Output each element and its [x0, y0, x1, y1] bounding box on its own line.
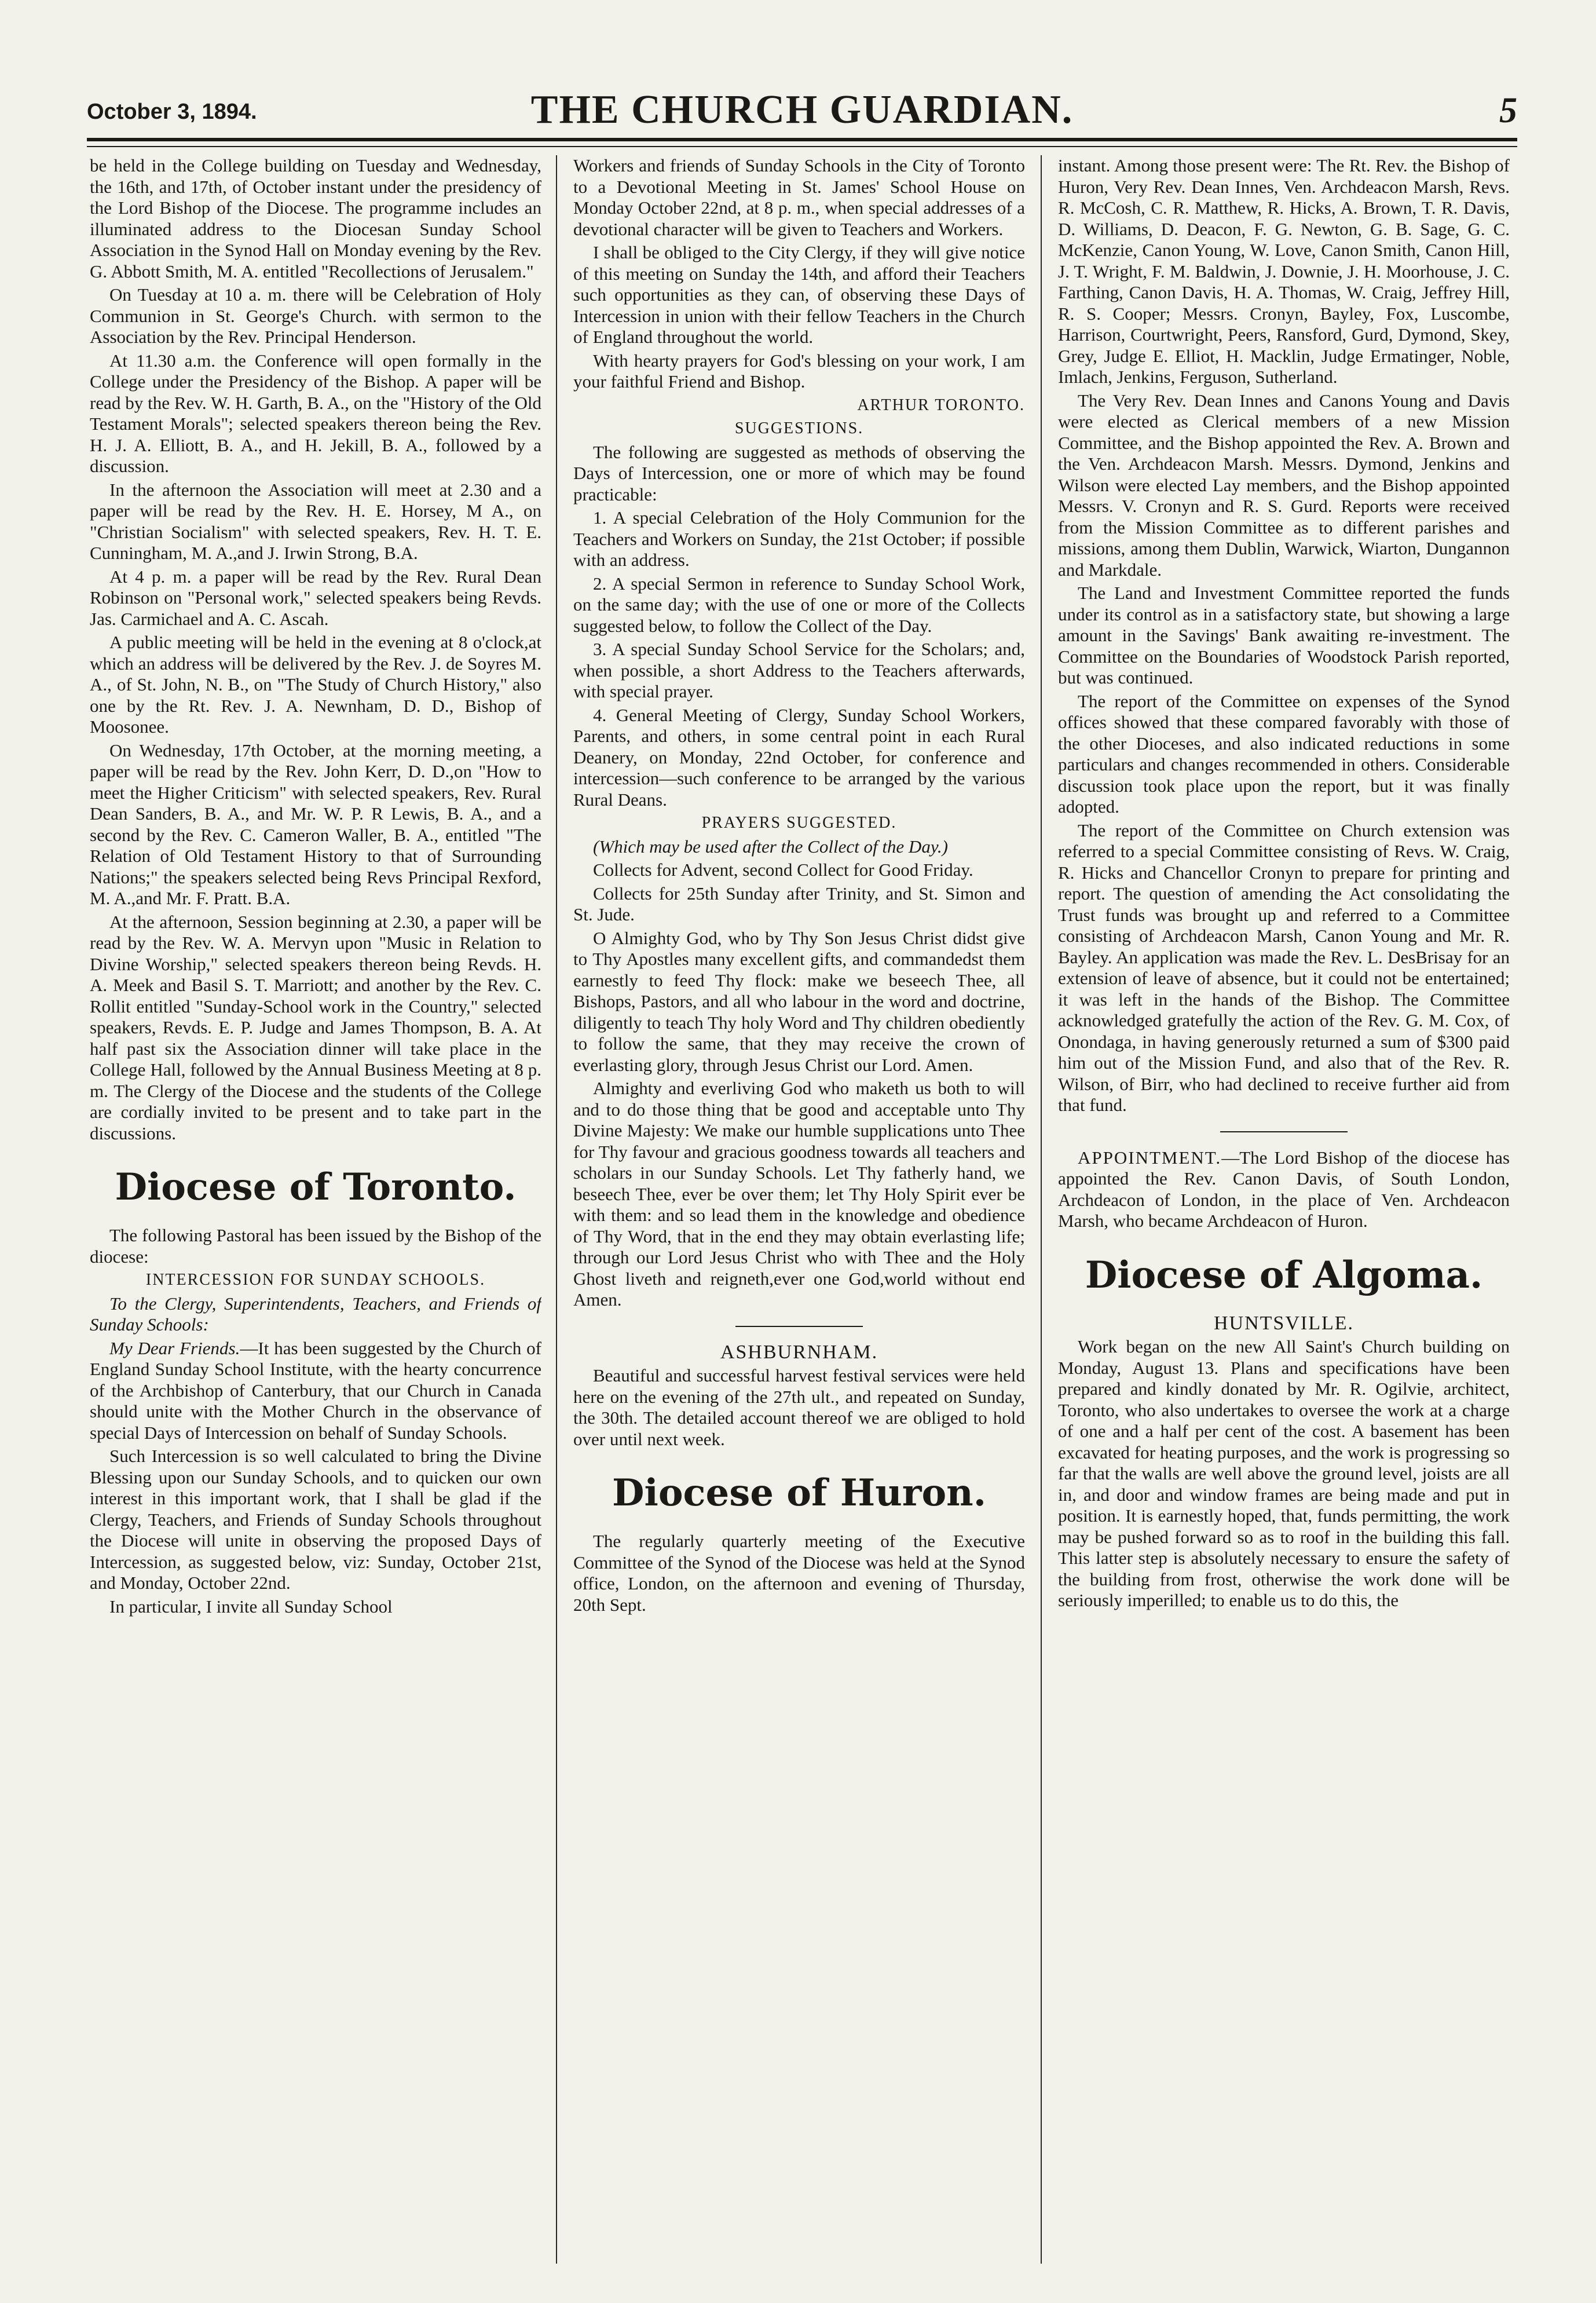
paragraph: The following Pastoral has been issued by the Bishop of the diocese:: [90, 1225, 541, 1267]
salutation: My Dear Friends.: [109, 1337, 240, 1358]
paragraph: 4. General Meeting of Clergy, Sunday School Workers, Parents, and others, in some central point in each Rural Deanery, on Monday, 22nd October, for conference and intercession—such conference to be arranged by the various Rural Deans.: [573, 704, 1025, 810]
column-3: [1058, 155, 1510, 2269]
paragraph: The Land and Investment Committee reported the funds under its control as in a satisfactory state, but showing a large amount in the Savings' Bank awaiting re-investment. The Committee on the Boundaries of Woodstock Parish reported, but was continued.: [1058, 583, 1510, 688]
paragraph: My Dear Friends.—It has been suggested by the Church of England Sunday School Institute, with the hearty concurrence of the Archbishop of Canterbury, that our Church in Canada should unite with the Mother Church in the observance of special Days of Intercession on behalf of Sunday Schools.: [90, 1337, 541, 1443]
section-heading-algoma: Diocese of Algoma.: [1085, 1253, 1483, 1297]
paragraph: 1. A special Celebration of the Holy Communion for the Teachers and Workers on Sunday, the 21st October; if possible with an address.: [573, 507, 1025, 570]
paragraph: 3. A special Sunday School Service for the Scholars; and, when possible, a short Address to the Teachers afterwards, with special prayer.: [573, 639, 1025, 701]
header-rule-thin: [87, 146, 1517, 147]
paragraph: instant. Among those present were: The Rt. Rev. the Bishop of Huron, Very Rev. Dean Innes, Ven. Archdeacon Marsh, Revs. R. McCosh, C. R. Matthew, R. Hicks, A. Brown, T. R. Davis, D. Williams, D. Deacon, F. G. Newton, G. B. Sage, G. C. McKenzie, Canon Young, W. Love, Canon Smith, Canon Hill, J. T. Wright, F. M. Baldwin, J. Downie, J. H. Moorhouse, J. C. Farthing, Canon Davis, H. A. Thomas, W. Craig, Jeffrey Hill, R. S. Cooper; Messrs. Cronyn, Bayley, Fox, Luscombe, Harrison, Courtwright, Peers, Ransford, Gurd, Dymond, Skey, Grey, Judge E. Elliot, H. Macklin, Judge Ermatinger, Noble, Imlach, Jenkins, Ferguson, Sutherland.: [1058, 155, 1510, 387]
paragraph: At the afternoon, Session beginning at 2.30, a paper will be read by the Rev. W. A. Mervyn upon "Music in Relation to Divine Worship," selected speakers thereon being Revds. H. A. Meek and Basil S. T. Marriott; and another by the Rev. C. Rollit entitled "Sunday-School work in the Country," selected speakers, Revds. E. P. Judge and James Thompson, B. A. At half past six the Association dinner will take place in the College Hall, followed by the Annual Business Meeting at 8 p. m. The Clergy of the Diocese and the students of the College are cordially invited to be present and to take part in the discussions.: [90, 911, 541, 1143]
paragraph: Work began on the new All Saint's Church building on Monday, August 13. Plans and specifications have been prepared and kindly donated by Mr. R. Ogilvie, architect, Toronto, who also undertakes to oversee the work at a charge of one and a half per cent of the cost. A basement has been excavated for heating purposes, and the work is progressing so far that the walls are well above the ground level, joists are all in, and door and window frames are being made and put in position. It is earnestly hoped, that, funds permitting, the work may be pushed forward so as to roof in the building this fall. This latter step is absolutely necessary to ensure the safety of the building from frost, otherwise the work done will be seriously imperilled; to enable us to do this, the: [1058, 1336, 1510, 1610]
prayers-note: (Which may be used after the Collect of the Day.): [593, 836, 948, 857]
paragraph: In particular, I invite all Sunday School: [109, 1596, 393, 1617]
paragraph: On Wednesday, 17th October, at the morning meeting, a paper will be read by the Rev. John Kerr, D. D.,on "How to meet the Higher Criticism" with selected speakers, Rev. Rural Dean Sanders, B. A., and Mr. W. P. R Lewis, B. A., and a second by the Rev. C. Cameron Waller, B. A., entitled "The Relation of Old Testament History to that of Surrounding Nations;" the speakers selected being Revs Principal Rexford, M. A.,and Mr. F. Pratt. B.A.: [90, 740, 541, 908]
paragraph: The report of the Committee on Church extension was referred to a special Committee consisting of Revs. W. Craig, R. Hicks and Chancellor Cronyn to prepare for printing and report. The question of amending the Act consolidating the Trust funds was brought up and referred to a Committee consisting of Archdeacon Marsh, Canon Young and Mr. R. Bayley. An application was made the Rev. L. DesBrisay for an extension of leave of absence, but it could not be entertained; it was left in the hands of the Bishop. The Committee acknowledged gratefully the action of the Rev. G. M. Cox, of Onondaga, in having generously returned a sum of $300 paid him out of the Mission Fund, and also that of the Rev. R. Wilson, of Birr, who had declined to receive further aid from that fund.: [1058, 820, 1510, 1115]
column-1: [90, 155, 541, 2269]
column-2: [573, 155, 1025, 2269]
paragraph: On Tuesday at 10 a. m. there will be Celebration of Holy Communion in St. George's Church. with sermon to the Association by the Rev. Principal Henderson.: [90, 284, 541, 347]
column-divider-2: [1041, 155, 1042, 2264]
paragraph-text: The Lord Bishop of the diocese has appointed the Rev. Canon Davis, of South London, Archdeacon of London, in the place of Ven. Archdeacon Marsh, who became Archdeacon of Huron.: [1058, 1147, 1510, 1231]
paragraph: A public meeting will be held in the evening at 8 o'clock,at which an address will be delivered by the Rev. J. de Soyres M. A., of St. John, N. B., on "The Study of Church History," also one by the Rt. Rev. J. A. Newnham, D. D., Bishop of Moosonee.: [90, 632, 541, 737]
paragraph: Beautiful and successful harvest festival services were held here on the evening of the 27th ult., and repeated on Sunday, the 30th. The detailed account thereof we are obliged to hold over until next week.: [573, 1365, 1025, 1449]
paragraph: Almighty and everliving God who maketh us both to will and to do those thing that be good and acceptable unto Thy Divine Majesty: We make our humble supplications unto Thee for Thy favour and gracious goodness towards all teachers and scholars in our Sunday Schools. Let Thy fatherly hand, we beseech Thee, ever be over them; let Thy Holy Spirit ever be with them: and so lead them in the knowledge and obedience of Thy Word, that in the end they may obtain everlasting life; through our Lord Jesus Christ who with Thee and the Holy Ghost liveth and reigneth,ever one God,world without end Amen.: [573, 1078, 1025, 1310]
paragraph: At 11.30 a.m. the Conference will open formally in the College under the Presidency of the Bishop. A paper will be read by the Rev. W. H. Garth, B. A., on the "History of the Old Testament Morals"; selected speakers thereon being the Rev. H. J. A. Elliott, B. A., and H. Jekill, B. A., followed by a discussion.: [90, 350, 541, 476]
page-number: 5: [1499, 91, 1517, 130]
paragraph: 2. A special Sermon in reference to Sunday School Work, on the same day; with the use of one or more of the Collects suggested below, to follow the Collect of the Day.: [573, 573, 1025, 636]
paragraph: I shall be obliged to the City Clergy, if they will give notice of this meeting on Sunday the 14th, and afford their Teachers such opportunities as they can, of observing these Days of Intercession in union with their fellow Teachers in the Church of England throughout the world.: [573, 242, 1025, 347]
paragraph: The report of the Committee on expenses of the Synod offices showed that these compared favorably with those of the other Dioceses, and also indicated reductions in some particulars and changes recommended in others. Considerable discussion took place upon the report, but it was finally adopted.: [1058, 690, 1510, 817]
header-rule-thick: [87, 138, 1517, 141]
subheading-prayers: PRAYERS SUGGESTED.: [701, 814, 897, 832]
paragraph: Such Intercession is so well calculated to bring the Divine Blessing upon our Sunday Schools, and to quicken our own interest in this important work, that I shall be glad if the Clergy, Teachers, and Friends of Sunday Schools throughout the Diocese will unite in observing the proposed Days of Intercession, as suggested below, viz: Sunday, October 21st, and Monday, October 22nd.: [90, 1446, 541, 1593]
subheading-huntsville: HUNTSVILLE.: [1213, 1312, 1355, 1334]
divider: [1220, 1131, 1348, 1132]
issue-date: October 3, 1894.: [87, 100, 257, 124]
subheading-ashburnham: ASHBURNHAM.: [720, 1341, 878, 1363]
signature: ARTHUR TORONTO.: [857, 396, 1025, 414]
paragraph: O Almighty God, who by Thy Son Jesus Christ didst give to Thy Apostles many excellent gifts, and commandedst them earnestly to feed Thy flock: make we beseech Thee, all Bishops, Pastors, and all who labour in the word and doctrine, diligently to teach Thy holy Word and Thy children obediently to follow the same, that they may receive the crown of everlasting glory, through Jesus Christ our Lord. Amen.: [573, 927, 1025, 1075]
address-line: To the Clergy, Superintendents, Teachers, and Friends of Sunday Schools:: [90, 1293, 541, 1335]
section-heading-toronto: Diocese of Toronto.: [115, 1165, 517, 1209]
paragraph: The Very Rev. Dean Innes and Canons Young and Davis were elected as Clerical members of a new Mission Committee, and the Bishop appointed the Rev. A. Brown and the Ven. Archdeacon Marsh. Messrs. Dymond, Jenkins and Wilson were elected Lay members, and the Bishop appointed Messrs. V. Cronyn and R. S. Gurd. Reports were received from the Mission Committee as to different parishes and missions, among them Dublin, Warwick, Wiarton, Dungannon and Markdale.: [1058, 390, 1510, 580]
masthead: [87, 87, 1517, 139]
paragraph: APPOINTMENT.—The Lord Bishop of the diocese has appointed the Rev. Canon Davis, of South London, Archdeacon of London, in the place of Ven. Archdeacon Marsh, who became Archdeacon of Huron.: [1058, 1147, 1510, 1231]
subheading-suggestions: SUGGESTIONS.: [734, 419, 864, 437]
paragraph-text: It has been suggested by the Church of England Sunday School Institute, with the hearty concurrence of the Archbishop of Canterbury, that our Church in Canada should unite with the Mother Church in the observance of special Days of Intercession on behalf of Sunday Schools.: [90, 1337, 541, 1443]
paragraph: be held in the College building on Tuesday and Wednesday, the 16th, and 17th, of October instant under the presidency of the Lord Bishop of the Diocese. The programme includes an illuminated address to the Diocesan Sunday School Association in the Synod Hall on Monday evening by the Rev. G. Abbott Smith, M. A. entitled "Recollections of Jerusalem.": [90, 155, 541, 282]
column-divider-1: [556, 155, 557, 2264]
paragraph: Collects for Advent, second Collect for Good Friday.: [593, 860, 973, 880]
newspaper-title: THE CHURCH GUARDIAN.: [530, 87, 1074, 132]
paragraph: At 4 p. m. a paper will be read by the Rev. Rural Dean Robinson on "Personal work," selected speakers being Revds. Jas. Carmichael and A. C. Ascah.: [90, 566, 541, 629]
paragraph: Collects for 25th Sunday after Trinity, and St. Simon and St. Jude.: [573, 883, 1025, 924]
paragraph: The regularly quarterly meeting of the Executive Committee of the Synod of the Diocese was held at the Synod office, London, on the afternoon and evening of Thursday, 20th Sept.: [573, 1531, 1025, 1615]
paragraph: With hearty prayers for God's blessing on your work, I am your faithful Friend and Bishop.: [573, 350, 1025, 392]
paragraph: In the afternoon the Association will meet at 2.30 and a paper will be read by the Rev. H. E. Horsey, M A., on "Christian Socialism" with selected speakers, Rev. H. T. E. Cunningham, M. A.,and J. Irwin Strong, B.A.: [90, 479, 541, 563]
section-heading-huron: Diocese of Huron.: [612, 1471, 986, 1515]
paragraph: Workers and friends of Sunday Schools in the City of Toronto to a Devotional Meeting in St. James' School House on Monday October 22nd, at 8 p. m., when special addresses of a devotional character will be given to Teachers and Workers.: [573, 155, 1025, 239]
divider: [735, 1326, 863, 1327]
paragraph: The following are suggested as methods of observing the Days of Intercession, one or more of which may be found practicable:: [573, 441, 1025, 505]
subheading-intercession: INTERCESSION FOR SUNDAY SCHOOLS.: [145, 1271, 486, 1289]
appointment-label: APPOINTMENT.: [1078, 1147, 1222, 1168]
